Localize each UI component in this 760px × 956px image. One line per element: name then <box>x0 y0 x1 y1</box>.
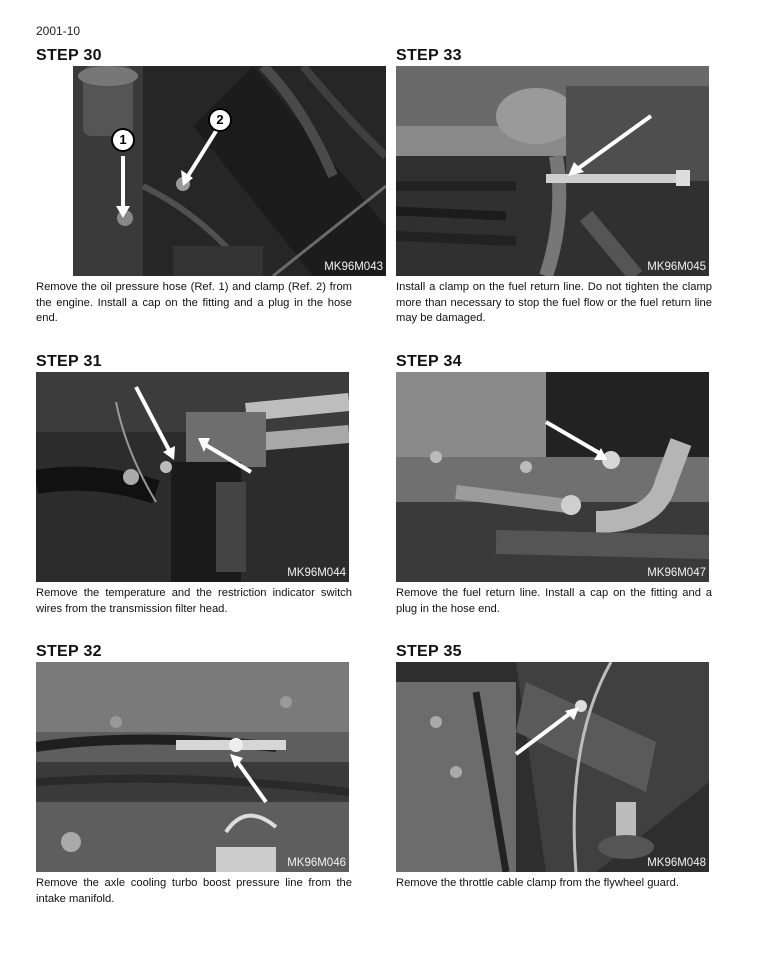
photo-id: MK96M047 <box>647 567 706 579</box>
engine-photo-illustration <box>396 66 709 276</box>
step-34 <box>396 352 712 617</box>
step-caption: Remove the fuel return line. Install a cap on the fitting and a plug in the hose end. <box>396 587 712 615</box>
step-33 <box>396 46 712 327</box>
step-title: STEP 30 <box>36 47 102 64</box>
photo-id: MK96M048 <box>647 857 706 869</box>
step-caption: Remove the throttle cable clamp from the flywheel guard. <box>396 877 679 889</box>
engine-photo-illustration <box>36 372 349 582</box>
step-photo <box>396 662 709 872</box>
step-caption: Remove the axle cooling turbo boost pressure line from the intake manifold. <box>36 877 352 905</box>
step-photo <box>73 66 386 276</box>
step-caption: Remove the oil pressure hose (Ref. 1) and clamp (Ref. 2) from the engine. Install a cap on the fitting and a plug in the hose end. <box>36 281 352 324</box>
callout-1: 1 <box>111 128 135 152</box>
step-photo <box>36 372 349 582</box>
step-32 <box>36 642 352 907</box>
engine-photo-illustration <box>396 662 709 872</box>
step-title: STEP 35 <box>396 643 462 660</box>
photo-id: MK96M045 <box>647 261 706 273</box>
step-title: STEP 33 <box>396 47 462 64</box>
step-caption: Install a clamp on the fuel return line. Do not tighten the clamp more than necessary to stop the fuel flow or the fuel return line may be damaged. <box>396 281 712 324</box>
engine-photo-illustration <box>396 372 709 582</box>
photo-id: MK96M046 <box>287 857 346 869</box>
step-caption: Remove the temperature and the restriction indicator switch wires from the transmission filter head. <box>36 587 352 615</box>
step-title: STEP 34 <box>396 353 462 370</box>
step-photo <box>36 662 349 872</box>
step-title: STEP 31 <box>36 353 102 370</box>
step-photo <box>396 372 709 582</box>
step-35 <box>396 642 712 892</box>
engine-photo-illustration <box>73 66 386 276</box>
photo-id: MK96M044 <box>287 567 346 579</box>
engine-photo-illustration <box>36 662 349 872</box>
callout-2: 2 <box>208 108 232 132</box>
page-code: 2001-10 <box>36 24 81 38</box>
step-title: STEP 32 <box>36 643 102 660</box>
step-30 <box>36 46 383 327</box>
step-photo <box>396 66 709 276</box>
step-31 <box>36 352 352 617</box>
photo-id: MK96M043 <box>324 261 383 273</box>
